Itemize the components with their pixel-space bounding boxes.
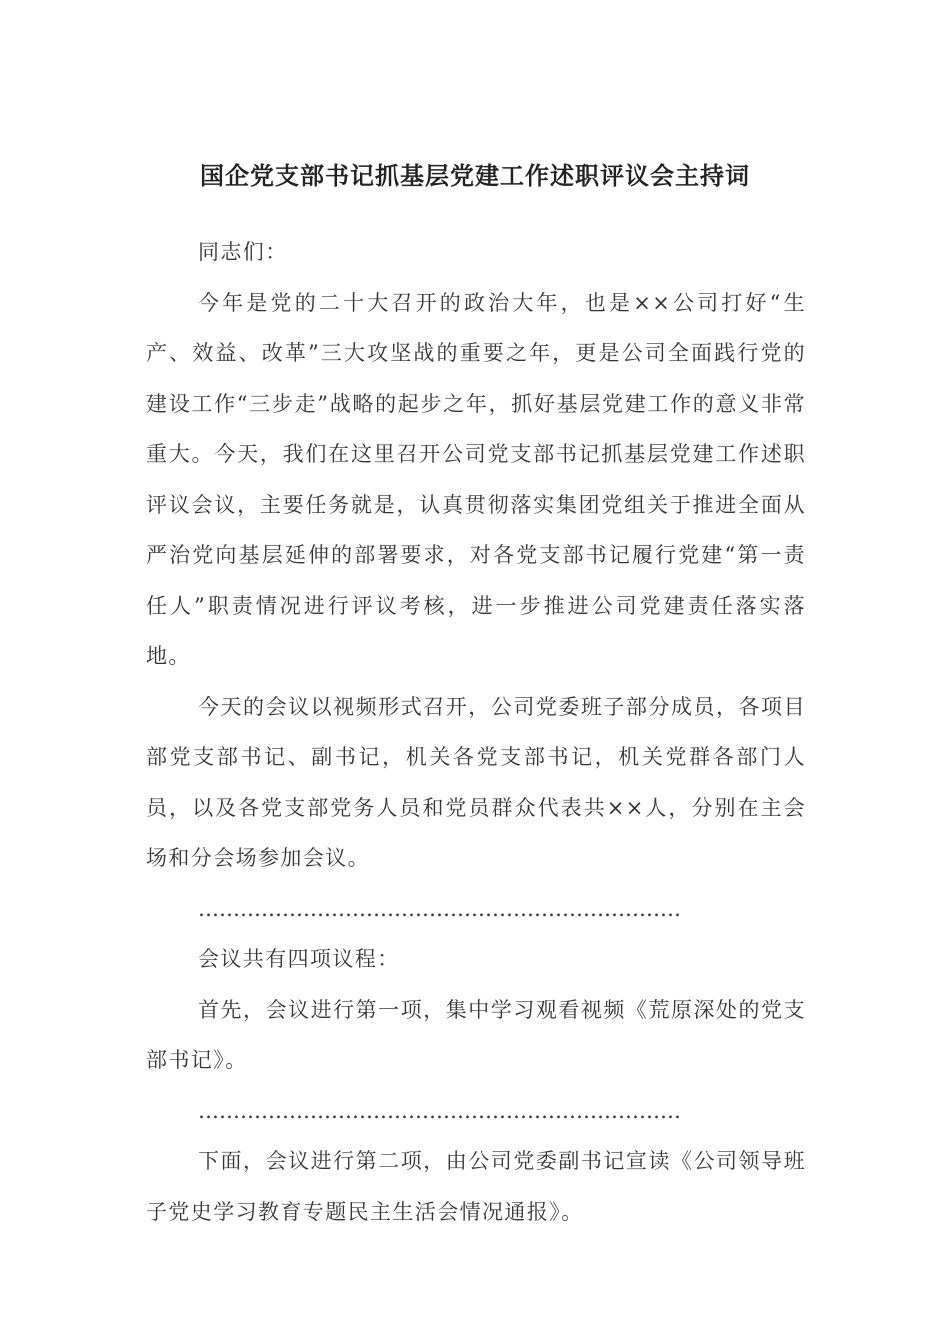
document-body xyxy=(146,227,806,1237)
greeting: 同志们： xyxy=(198,240,288,264)
agenda-item: 下面，会议进行第二项，由公司党委副书记宣读《公司领导班子党史学习教育专题民主生活会情况通报》。 xyxy=(146,1149,806,1224)
agenda-item: 首先，会议进行第一项，集中学习观看视频《荒原深处的党支部书记》。 xyxy=(146,997,806,1072)
separator-dots: …………………………………………………………… xyxy=(198,896,681,921)
agenda-intro: 会议共有四项议程： xyxy=(198,947,400,971)
paragraph: 今天的会议以视频形式召开，公司党委班子部分成员，各项目部党支部书记、副书记，机关各党支部书记，机关党群各部门人员，以及各党支部党务人员和党员群众代表共××人，分别在主会场和分会场参加会议。 xyxy=(146,694,806,870)
paragraph: 今年是党的二十大召开的政治大年，也是××公司打好“生产、效益、改革”三大攻坚战的重要之年，更是公司全面践行党的建设工作“三步走”战略的起步之年，抓好基层党建工作的意义非常重大。今天，我们在这里召开公司党支部书记抓基层党建工作述职评议会议，主要任务就是，认真贯彻落实集团党组关于推进全面从严治党向基层延伸的部署要求，对各党支部书记履行党建“第一责任人”职责情况进行评议考核，进一步推进公司党建责任落实落地。 xyxy=(146,290,806,668)
document-title: 国企党支部书记抓基层党建工作述职评议会主持词 xyxy=(200,162,750,190)
separator-dots: …………………………………………………………… xyxy=(198,1098,681,1123)
